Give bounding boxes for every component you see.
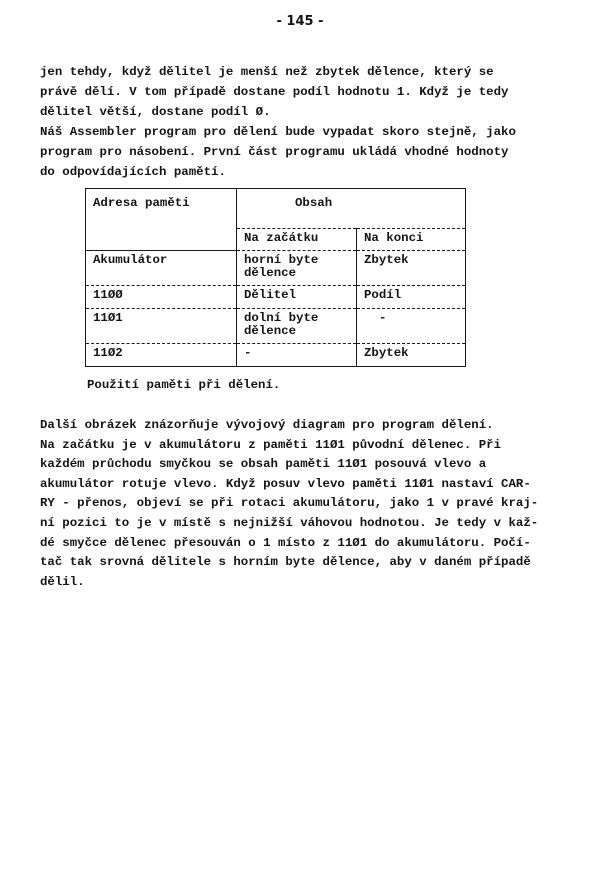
header-start: Na začátku xyxy=(237,229,357,251)
text-line: do odpovídajících pamětí. xyxy=(40,165,226,179)
text-line: dělil. xyxy=(40,574,85,589)
text-line: právě dělí. V tom případě dostane podíl hodnotu 1. Když je tedy xyxy=(40,85,509,99)
cell-start: Dělitel xyxy=(237,286,357,309)
paragraph-flowchart xyxy=(40,416,580,592)
cell-start-text: dolní byte dělence xyxy=(244,311,319,338)
table-row xyxy=(86,344,466,367)
cell-start xyxy=(237,309,357,344)
cell-end: Zbytek xyxy=(357,251,466,286)
memory-usage-table xyxy=(85,188,466,367)
table-row xyxy=(86,251,466,286)
cell-start xyxy=(237,251,357,286)
table-row xyxy=(86,309,466,344)
cell-end: - xyxy=(357,309,466,344)
cell-start-text: horní byte dělence xyxy=(244,253,319,280)
cell-address: Akumulátor xyxy=(86,251,237,286)
table-header-row xyxy=(86,189,466,229)
table-caption: Použití paměti při dělení. xyxy=(87,378,281,392)
text-line: dé smyčce dělenec přesouván o 1 místo z 11Ø1 do akumulátoru. Počí- xyxy=(40,535,531,550)
text-line: Další obrázek znázorňuje vývojový diagram pro program dělení. xyxy=(40,418,494,432)
cell-address: 11ØØ xyxy=(86,286,237,309)
cell-end: Zbytek xyxy=(357,344,466,367)
cell-end: Podíl xyxy=(357,286,466,309)
header-address: Adresa paměti xyxy=(86,189,237,251)
text-line: Náš Assembler program pro dělení bude vypadat skoro stejně, jako xyxy=(40,125,516,139)
text-line: program pro násobení. První část programu ukládá vhodné hodnoty xyxy=(40,145,509,159)
table-row xyxy=(86,286,466,309)
header-contents: Obsah xyxy=(237,189,466,229)
cell-start: - xyxy=(237,344,357,367)
cell-address: 11Ø2 xyxy=(86,344,237,367)
text-line: jen tehdy, když dělitel je menší než zbytek dělence, který se xyxy=(40,65,494,79)
text-line: dělitel větší, dostane podíl Ø. xyxy=(40,105,271,119)
page-number: - 145 - xyxy=(276,14,324,29)
text-line: akumulátor rotuje vlevo. Když posuv vlevo paměti 11Ø1 nastaví CAR- xyxy=(40,476,531,491)
text-line: tač tak srovná dělitele s horním byte dělence, aby v daném případě xyxy=(40,555,531,570)
text-line: Na začátku je v akumulátoru z paměti 11Ø1 původní dělenec. Při xyxy=(40,437,502,452)
paragraph-intro xyxy=(40,62,580,182)
text-line: ní pozici to je v místě s nejnižší váhovou hodnotou. Je tedy v kaž- xyxy=(40,515,539,530)
text-line: RY - přenos, objeví se při rotaci akumulátoru, jako 1 v pravé kraj- xyxy=(40,496,539,511)
header-end: Na konci xyxy=(357,229,466,251)
cell-address: 11Ø1 xyxy=(86,309,237,344)
text-line: každém průchodu smyčkou se obsah paměti 11Ø1 posouvá vlevo a xyxy=(40,457,487,472)
